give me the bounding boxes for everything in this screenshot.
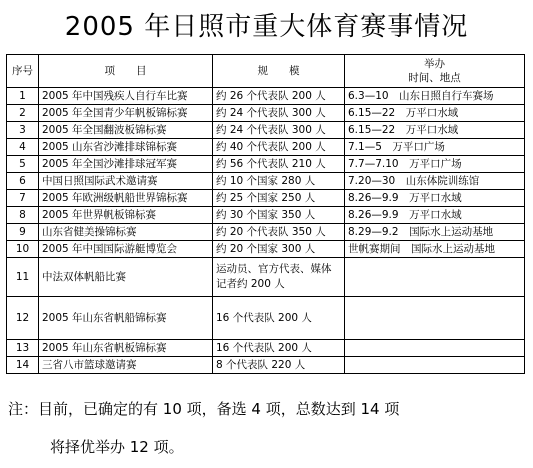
row-item: 2005 年全国沙滩排球冠军赛: [39, 156, 213, 173]
table-row: [7, 88, 525, 105]
row-index: 3: [7, 122, 39, 139]
row-scale: 约 24 个代表队 300 人: [213, 122, 345, 139]
row-index: 5: [7, 156, 39, 173]
row-scale: 约 20 个代表队 350 人: [213, 224, 345, 241]
row-index: 4: [7, 139, 39, 156]
events-table: [6, 54, 525, 374]
row-index: 14: [7, 357, 39, 374]
row-time-place: 7.20—30 山东体院训练馆: [345, 173, 525, 190]
row-time-place: 8.26—9.9 万平口水域: [345, 190, 525, 207]
row-item: 2005 年中国国际游艇博览会: [39, 241, 213, 258]
note-line-2: 将择优举办 12 项。: [50, 438, 184, 456]
table-row: [7, 340, 525, 357]
row-index: 6: [7, 173, 39, 190]
header-time-place-line1: 举办: [424, 58, 445, 70]
row-time-place: 8.29—9.2 国际水上运动基地: [345, 224, 525, 241]
row-scale: 16 个代表队 200 人: [213, 340, 345, 357]
table-row: [7, 241, 525, 258]
table-row: [7, 357, 525, 374]
header-row: [7, 55, 525, 88]
row-index: 9: [7, 224, 39, 241]
row-time-place: 7.1—5 万平口广场: [345, 139, 525, 156]
table-row: [7, 190, 525, 207]
row-time-place: 8.26—9.9 万平口水域: [345, 207, 525, 224]
row-time-place: 世帆赛期间 国际水上运动基地: [345, 241, 525, 258]
header-index: 序号: [7, 55, 39, 88]
row-scale: 约 20 个国家 300 人: [213, 241, 345, 258]
row-item: 2005 年山东省帆船锦标赛: [39, 297, 213, 340]
header-item: 项 目: [39, 55, 213, 88]
header-scale: 规 模: [213, 55, 345, 88]
row-time-place: [345, 357, 525, 374]
table-row: [7, 224, 525, 241]
table-row: [7, 297, 525, 340]
table-row: [7, 105, 525, 122]
row-time-place: [345, 340, 525, 357]
row-scale: 约 26 个代表队 200 人: [213, 88, 345, 105]
row-scale: 运动员、官方代表、媒体记者约 200 人: [213, 258, 345, 297]
row-time-place: 6.15—22 万平口水域: [345, 105, 525, 122]
document-title: 2005 年日照市重大体育赛事情况: [64, 12, 469, 42]
row-scale: 约 24 个代表队 300 人: [213, 105, 345, 122]
table-row: [7, 139, 525, 156]
row-scale: 约 40 个代表队 200 人: [213, 139, 345, 156]
note-line-1: 注：目前，已确定的有 10 项，备选 4 项，总数达到 14 项: [8, 400, 400, 418]
row-index: 12: [7, 297, 39, 340]
row-time-place: 6.3—10 山东日照自行车赛场: [345, 88, 525, 105]
table-row: [7, 258, 525, 297]
row-index: 2: [7, 105, 39, 122]
row-item: 中国日照国际武术邀请赛: [39, 173, 213, 190]
row-index: 7: [7, 190, 39, 207]
table-row: [7, 207, 525, 224]
row-scale: 约 25 个国家 250 人: [213, 190, 345, 207]
row-item: 中法双体帆船比赛: [39, 258, 213, 297]
row-item: 2005 年全国青少年帆板锦标赛: [39, 105, 213, 122]
row-item: 2005 年欧洲级帆船世界锦标赛: [39, 190, 213, 207]
row-time-place: [345, 297, 525, 340]
row-time-place: [345, 258, 525, 297]
row-scale: 16 个代表队 200 人: [213, 297, 345, 340]
row-time-place: 6.15—22 万平口水域: [345, 122, 525, 139]
row-scale: 8 个代表队 220 人: [213, 357, 345, 374]
table-row: [7, 122, 525, 139]
row-item: 2005 年世界帆板锦标赛: [39, 207, 213, 224]
row-item: 2005 年山东省帆板锦标赛: [39, 340, 213, 357]
row-index: 13: [7, 340, 39, 357]
row-index: 8: [7, 207, 39, 224]
row-time-place: 7.7—7.10 万平口广场: [345, 156, 525, 173]
header-time-place: [345, 55, 525, 88]
row-scale: 约 30 个国家 350 人: [213, 207, 345, 224]
row-item: 山东省健美操锦标赛: [39, 224, 213, 241]
row-index: 11: [7, 258, 39, 297]
row-item: 2005 年全国翻波板锦标赛: [39, 122, 213, 139]
header-time-place-line2: 时间、地点: [408, 72, 461, 84]
row-item: 2005 年中国残疾人自行车比赛: [39, 88, 213, 105]
table-row: [7, 156, 525, 173]
row-index: 10: [7, 241, 39, 258]
row-scale: 约 10 个国家 280 人: [213, 173, 345, 190]
row-item: 2005 山东省沙滩排球锦标赛: [39, 139, 213, 156]
row-index: 1: [7, 88, 39, 105]
table-row: [7, 173, 525, 190]
row-scale: 约 56 个代表队 210 人: [213, 156, 345, 173]
row-item: 三省八市篮球邀请赛: [39, 357, 213, 374]
